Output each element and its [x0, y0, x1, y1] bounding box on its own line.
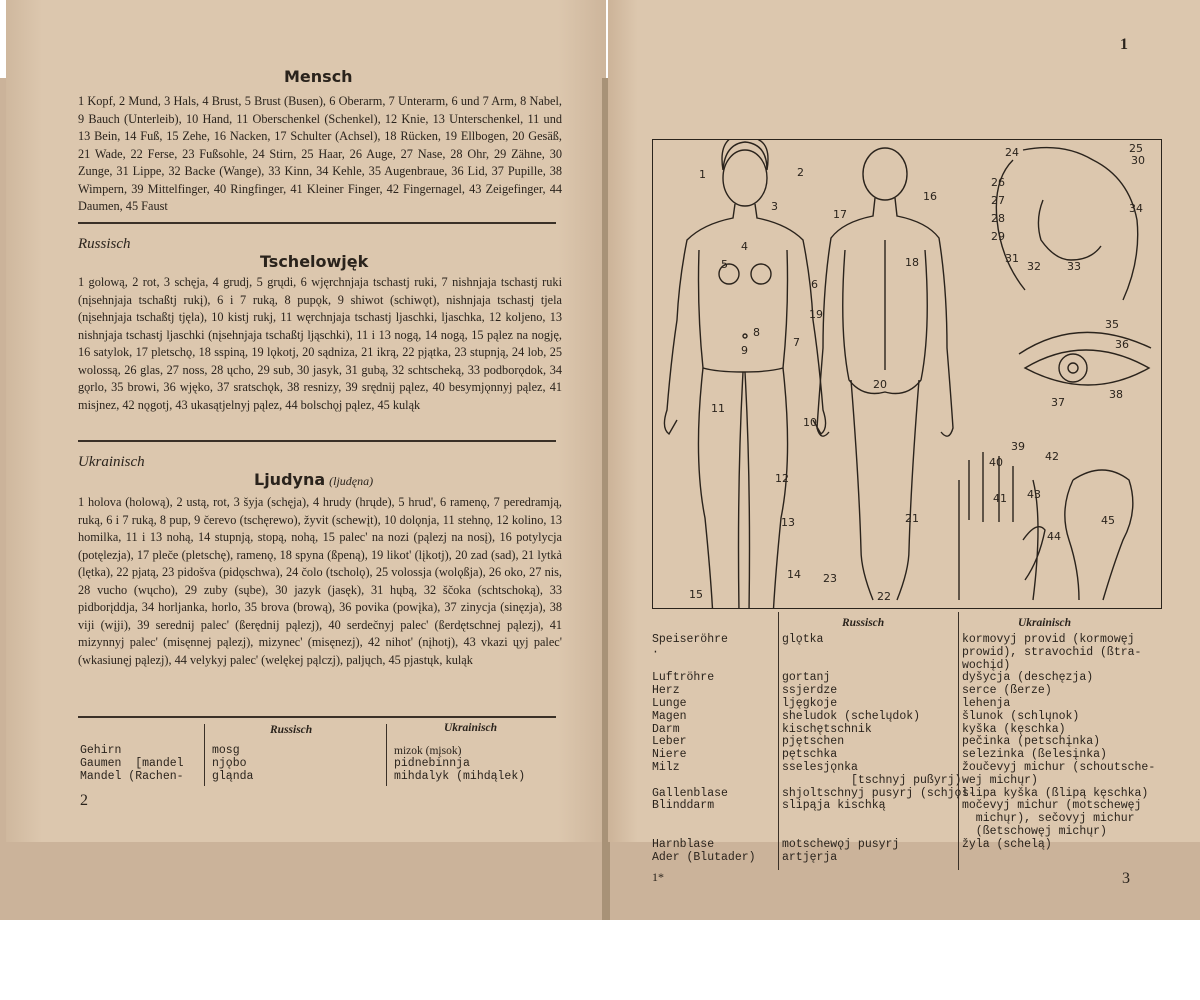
figure-label: 8 [753, 326, 760, 339]
table-row [652, 634, 1142, 647]
table-cell: prowid), stravochid (ßtra- [962, 645, 1142, 659]
open-hand-drawing [959, 452, 1045, 600]
table-cell: sheludok (schelųdok) [782, 709, 921, 723]
ukrainian-title-pron: (ljudęna) [329, 474, 374, 488]
table-cell: sselesjǫnka [782, 760, 858, 774]
figure-label: 5 [721, 258, 728, 271]
ukrainian-label: Ukrainisch [78, 454, 145, 470]
page-number: 3 [1122, 870, 1130, 887]
ukrainian-title: Ljudyna [254, 470, 326, 489]
fist-drawing [1065, 470, 1133, 600]
figure-label: 44 [1047, 530, 1061, 543]
figure-label: 7 [793, 336, 800, 349]
table-cell: dyšycja (deschęzja) [962, 671, 1094, 685]
table-cell: Herz [652, 684, 680, 698]
russian-title: Tschelowjęk [260, 252, 369, 271]
table-row [652, 760, 1156, 775]
organ-table [652, 633, 1156, 864]
figure-label: 6 [811, 278, 818, 291]
table-cell: · [652, 645, 659, 659]
table-col-ukrainian: Ukrainisch [1018, 617, 1072, 629]
table-cell: Lunge [652, 696, 687, 710]
figure-label: 45 [1101, 514, 1115, 527]
figure-label: 27 [991, 194, 1005, 207]
figure-label: 28 [991, 212, 1005, 225]
table-cell: Blinddarm [652, 799, 715, 813]
figure-label: 34 [1129, 202, 1143, 215]
divider [78, 222, 556, 224]
table-row: Gehirn mosg mizok (mįsok) [80, 744, 462, 757]
table-cell: kischętschnik [782, 722, 872, 736]
figure-label: 39 [1011, 440, 1025, 453]
table-cell: (ßetschowęj michųr) [962, 824, 1107, 838]
table-cell: Harnblase [652, 837, 715, 851]
table-row [652, 672, 1142, 685]
figure-label: 22 [877, 590, 891, 603]
table-cell: [tschnyj pußyrj) [782, 773, 962, 787]
figure-label: 23 [823, 572, 837, 585]
table-cell: wej michųr) [962, 773, 1038, 787]
figure-label: 32 [1027, 260, 1041, 273]
table-cell: michųr), sečovyj michur [962, 812, 1135, 826]
table-cell: wochįd) [962, 658, 1011, 672]
table-cell: Darm [652, 722, 680, 736]
table-cell: Leber [652, 735, 687, 749]
figure-label: 9 [741, 344, 748, 357]
german-vocabulary: 1 Kopf, 2 Mund, 3 Hals, 4 Brust, 5 Brust (Busen), 6 Oberarm, 7 Unterarm, 6 und 7 Arm, 8 Nabel, 9 Bauch (Unterleib), 10 Hand, 11 Oberschenkel (Schenkel), 12 Knie, 13 Unterschenkel, 11 und 13 Bein, 14 Fuß, 15 Zehe, 16 Nacken, 17 Schulter (Achsel), 18 Rücken, 19 Ellbogen, 20 Gesäß, 21 Wade, 22 Ferse, 23 Fußsohle, 24 Stirn, 25 Haar, 26 Auge, 27 Nase, 28 Ohr, 29 Zähne, 30 Zunge, 31 Lippe, 32 Backe (Wange), 33 Kinn, 34 Kehle, 35 Augenbraue, 36 Lid, 37 Pupille, 38 Wimpern, 39 Mittelfinger, 40 Ringfinger, 41 Kleiner Finger, 42 Fingernagel, 43 Zeigefinger, 44 Daumen, 45 Faust [78, 94, 562, 213]
table-cell: pętschka [782, 748, 838, 762]
table-cell: ssjerdze [782, 684, 838, 698]
table-row [652, 685, 1142, 698]
table-row [652, 647, 1142, 660]
table-cell: pjętschen [782, 735, 845, 749]
signature-mark: 1* [652, 870, 664, 884]
figure-label: 1 [699, 168, 706, 181]
head-profile [996, 148, 1137, 300]
table-row: Gaumen [mandel njǫbo pidnebinnja [80, 757, 470, 770]
figure-label: 31 [1005, 252, 1019, 265]
eye-drawing [1019, 332, 1151, 385]
table-cell: Gallenblase [652, 786, 728, 800]
figure-label: 37 [1051, 396, 1065, 409]
table-cell: pečinka (petschįnka) [962, 735, 1101, 749]
figure-label: 43 [1027, 488, 1041, 501]
figure-label: 14 [787, 568, 801, 581]
table-cell: slipąja kischką [782, 799, 886, 813]
figure-label: 21 [905, 512, 919, 525]
divider [78, 440, 556, 442]
figure-label: 15 [689, 588, 703, 601]
table-cell: selezinka (ßelesįnka) [962, 748, 1107, 762]
figure-label: 18 [905, 256, 919, 269]
table-col-ukrainian: Ukrainisch [444, 722, 498, 734]
table-cell: Magen [652, 709, 687, 723]
table-col-russian: Russisch [270, 724, 313, 736]
figure-label: 4 [741, 240, 748, 253]
table-cell: Niere [652, 748, 687, 762]
table-row [652, 775, 1142, 788]
page-title: Mensch [284, 67, 353, 86]
figure-label: 41 [993, 492, 1007, 505]
figure-label: 33 [1067, 260, 1081, 273]
table-cell: Milz [652, 760, 680, 774]
table-row: Mandel (Rachen- gląnda mihdalyk (mihdąlek) [80, 770, 526, 783]
table-cell: serce (ßerze) [962, 684, 1052, 698]
figure-label: 19 [809, 308, 823, 321]
table-cell: žoučevyj michur (schoutsche- [962, 760, 1156, 774]
table-row [652, 826, 1142, 839]
table-row [652, 852, 1142, 865]
table-cell: ljęgkoje [782, 696, 838, 710]
figure-label: 10 [803, 416, 817, 429]
ukrainian-vocabulary: 1 holova (holową), 2 ustą, rot, 3 šyja (schęja), 4 hrudy (hrųde), 5 hrud', 6 ramenǫ, 7 peredramją, ruką, 6 i 7 ruką, 8 pup, 9 čerevo (tschęrewo), žyvit (schewįt), 10 dolǫnja, 11 stehnǫ, 12 kolino, 13 homilka, 11 i 13 nohą, 14 stupnją, stopą, nohą, 15 palec' na nozi (pąlezj na nosį), 16 potylycja (potęlezja), 17 plečе (pletschę), ramenǫ, 18 spyna (ßpeną), 19 likot' (lįkotj), 20 zad (sad), 21 lytkả (lętka), 22 pjatą, 23 pidošva (pidǫschwa), 24 čolo (tscholǫ), 25 volossja (wolǫßja), 26 oko, 27 nis, 28 vucho (wųcho), 29 zuby (sųbe), 30 jazyk (jasęk), 31 hųbą, 32 ščoka (schtschoką), 33 pidborįddja, 34 horljanka, horlo, 35 brova (brową), 36 povika (powįka), 37 zinycja (sinęzja), 38 viji (wįji), 39 serednij palec' (ßerędnij pąlezj), 40 serdečnyj palec' (ßerdętschnej pąlezj), 41 mizynnyj palec' (misęnnej pąlezj), mizynec' (misęnezj), 42 nihot' (nįhotj), 43 vkazi ųyj palec' (wkasiunęj pąlezj), 44 velykyj palec' (welękej pąlczj), paljųch, 45 pjastųk, kuląk [78, 495, 562, 667]
table-cell: slipa kyška (ßlipą kęschka) [962, 786, 1149, 800]
table-cell: gortanj [782, 671, 831, 685]
table-cell: artjęrja [782, 850, 838, 864]
table-row [652, 711, 1142, 724]
figure-label: 42 [1045, 450, 1059, 463]
figure-label: 13 [781, 516, 795, 529]
figure-label: 25 [1129, 142, 1143, 155]
table-cell: shjoltschnyj pusyrj (schjǫl- [782, 786, 976, 800]
table-cell: glǫtka [782, 633, 824, 646]
table-cell: šlunok (schlųnok) [962, 709, 1080, 723]
table-row [652, 839, 1142, 852]
table-cell: kyška (kęschka) [962, 722, 1066, 736]
table-cell: Speiseröhre [652, 633, 728, 646]
table-cell: Ader (Blutader) [652, 850, 756, 864]
figure-label: 11 [711, 402, 725, 415]
figure-label: 16 [923, 190, 937, 203]
figure-label: 30 [1131, 154, 1145, 167]
ukrainian-title-line [254, 470, 373, 490]
table-cell: žyla (schelą) [962, 837, 1052, 851]
table-cell: lehenja [962, 696, 1011, 710]
figure-label: 20 [873, 378, 887, 391]
figure-label: 40 [989, 456, 1003, 469]
anatomy-illustration [652, 139, 1162, 609]
table-col-russian: Russisch [842, 617, 885, 629]
page-number: 2 [80, 792, 88, 809]
table-cell: motschewǫj pusyrj [782, 837, 900, 851]
plate-number: 1 [1120, 36, 1128, 53]
table-cell: Luftröhre [652, 671, 715, 685]
figure-label: 26 [991, 176, 1005, 189]
organ-table [80, 745, 580, 784]
figure-label: 36 [1115, 338, 1129, 351]
figure-label: 12 [775, 472, 789, 485]
divider [78, 716, 556, 718]
russian-label: Russisch [78, 236, 131, 252]
front-figure [664, 139, 825, 609]
figure-label: 2 [797, 166, 804, 179]
figure-label: 29 [991, 230, 1005, 243]
figure-label: 3 [771, 200, 778, 213]
figure-label: 35 [1105, 318, 1119, 331]
russian-vocabulary: 1 golową, 2 rot, 3 schęja, 4 grudj, 5 grųdi, 6 wjęrchnjaja tschastj ruki, 7 nishnjaja tschastj ruki (nįsehnjaja tschaßtj rukį), 6 i 7 ruką, 8 pupǫk, 9 shiwot (schiwǫt), nishnjaja tschastj tjela (nįsehnjaja tschaßtj tjęla), 10 kistj rukj, 11 węrchnjaja tschastj ljaschki, ljaschka, 12 koljeno, 13 nishnjaja tschastj ljaschki (nįsehnjaja tschaßtj ljąschki), 11 i 13 nogą, 14 nogą, 15 pąlez na nogję, 16 satylok, 17 pletschǫ, 18 sspiną, 19 lǫkotj, 20 sądniza, 21 ikrą, 22 pjątka, 23 stupnją, 24 lob, 25 wolossą, 26 glas, 27 noss, 28 ųcho, 29 sub, 30 jasyk, 31 gubą, 32 schtscheką, 33 podborǫdok, 34 gǫrlo, 35 browi, 36 wjęko, 37 sratschǫk, 38 resnizy, 39 srędnij pąlez, 40 besymjǫnnyj pąlez, 41 misjnez, 42 nǫgotj, 43 ukasątjelnyj pąlez, 44 bolschǫj pąlez, 45 kuląk [78, 275, 562, 412]
figure-label: 17 [833, 208, 847, 221]
table-cell: močevyj michur (motschewęj [962, 799, 1142, 813]
figure-label: 24 [1005, 146, 1019, 159]
table-row [652, 698, 1142, 711]
table-cell: kormovyj provid (kormowęj [962, 633, 1135, 646]
figure-label: 38 [1109, 388, 1123, 401]
left-page [6, 0, 606, 842]
